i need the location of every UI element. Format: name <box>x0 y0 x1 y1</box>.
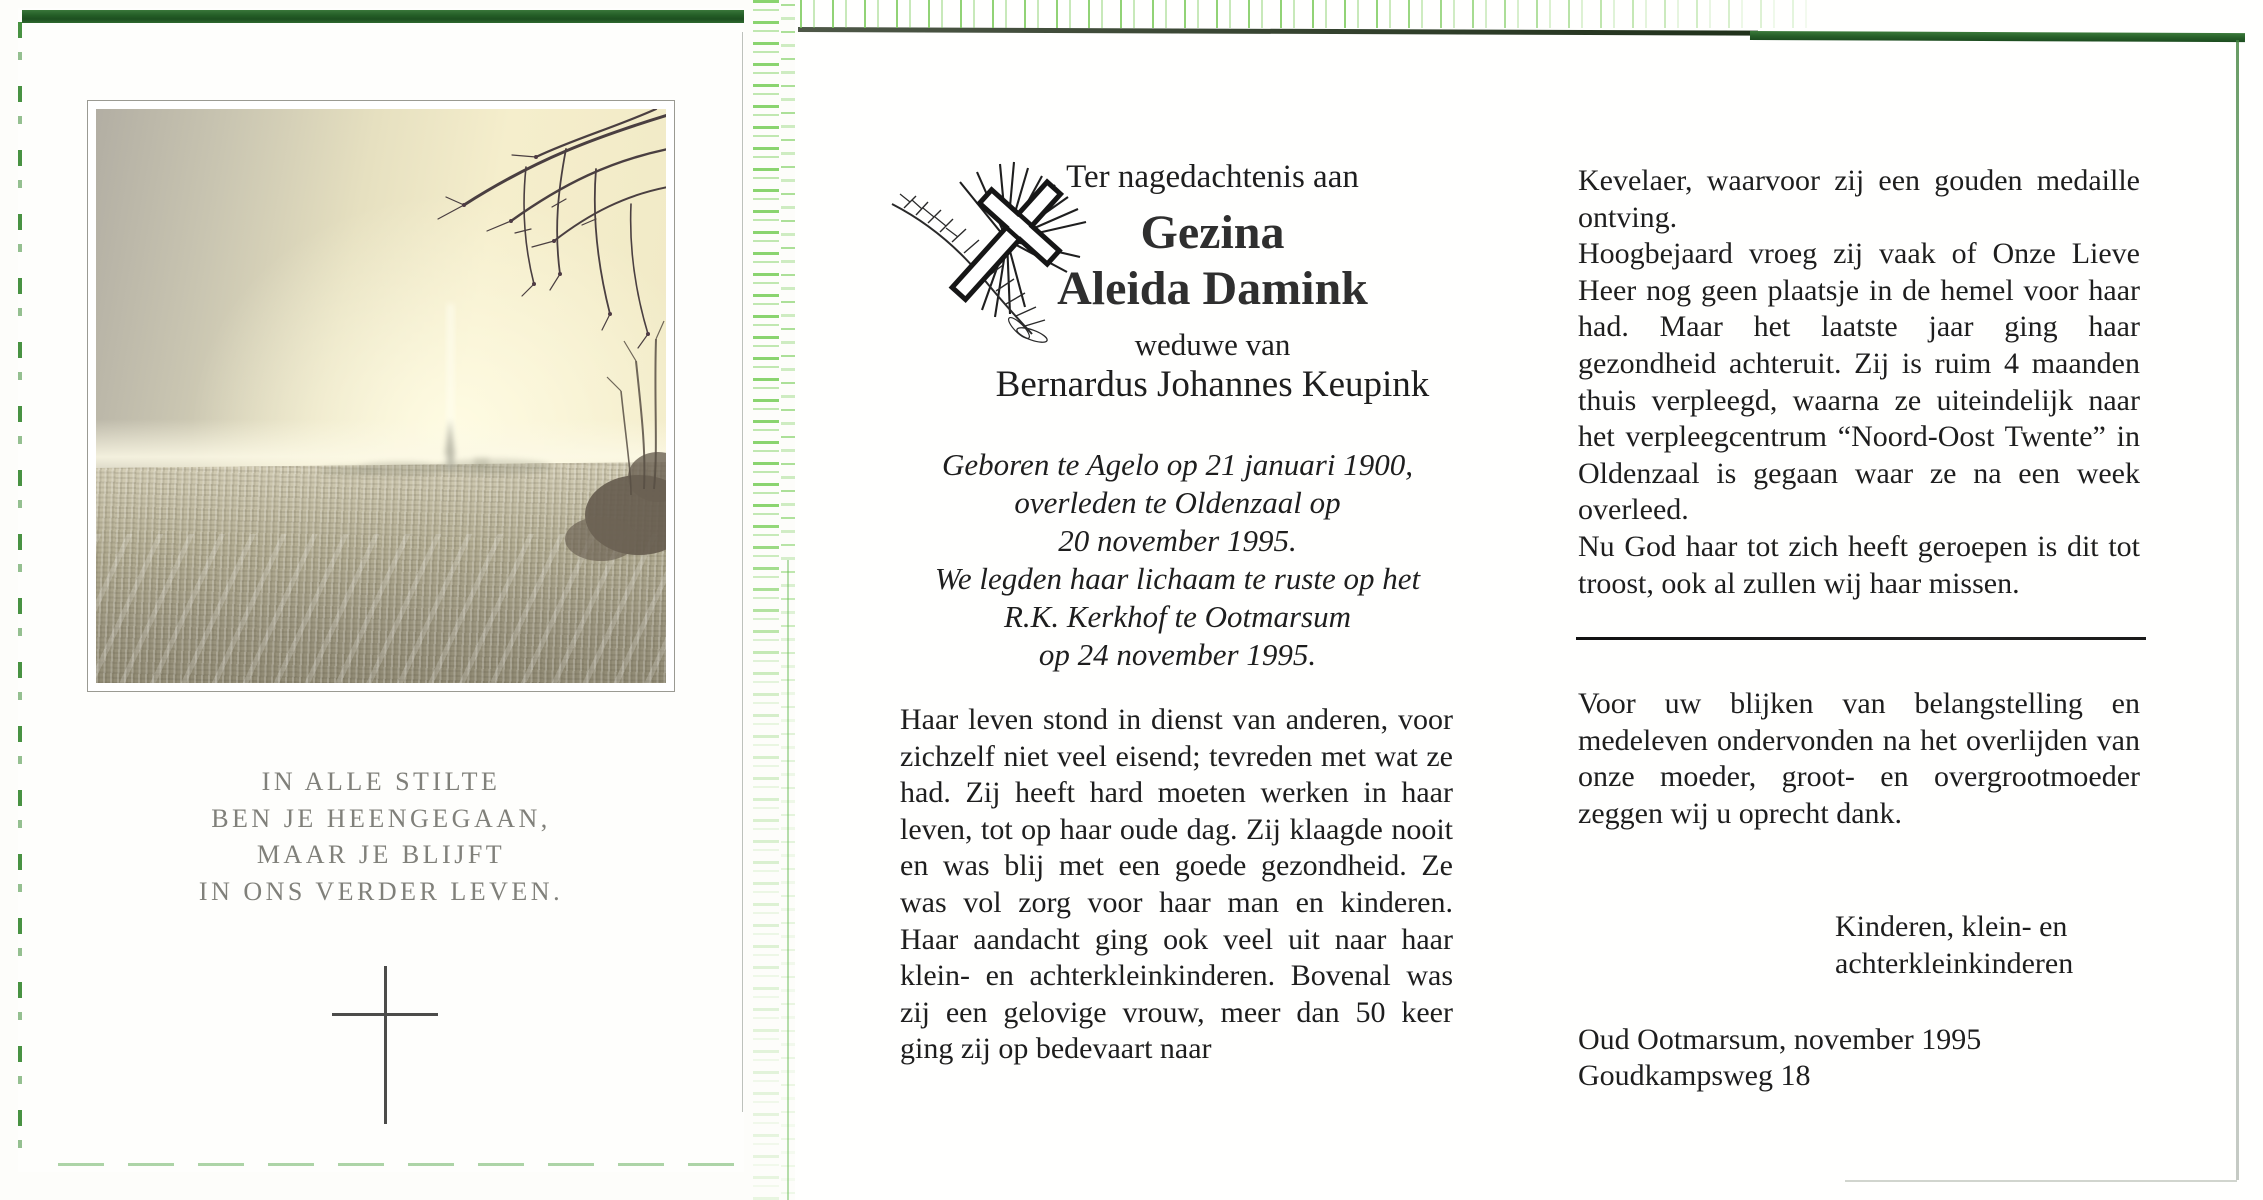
divider-rule <box>1576 637 2146 640</box>
landscape-photo-frame <box>87 100 675 692</box>
deceased-last-name: Aleida Damink <box>1057 262 1368 315</box>
front-quote <box>18 764 744 910</box>
village-silhouette <box>319 419 552 476</box>
quote-line: IN ALLE STILTE <box>261 767 501 796</box>
dates-line: 20 november 1995. <box>1058 523 1297 558</box>
paragraph: Kevelaer, waarvoor zij een gouden medaille ontving. <box>1578 164 2140 234</box>
spouse-name: Bernardus Johannes Keupink <box>995 364 1430 405</box>
in-memoriam-label: Ter nagedachtenis aan <box>1066 159 1359 195</box>
spread-bottom-edge <box>1845 1180 2237 1182</box>
paragraph: Hoogbejaard vroeg zij vaak of Onze Lieve Heer nog geen plaatsje in de hemel voor haar had. Maar het laatste jaar ging haar gezondheid achteruit. Zij is ruim 4 maanden thuis verpleegd, waarna ze uiteindelijk naar het verpleegcentrum “Noord-Oost Twente” in Oldenzaal is gegaan waar ze na een week overleed. <box>1578 237 2140 527</box>
relation-label: weduwe van <box>1134 327 1291 362</box>
birth-death-dates <box>900 446 1455 674</box>
quote-line: MAAR JE BLIJFT <box>256 840 506 869</box>
cross-mark <box>384 966 387 1124</box>
life-story-paragraph: Haar leven stond in dienst van anderen, voor zichzelf niet veel eisend; tevreden met wat ze had. Zij heeft hard moeten werken in haar leven, tot op haar oude dag. Zij klaagde nooit en was blij met een goede gezondheid. Ze was vol zorg voor haar man en kinderen. Haar aandacht ging ook veel uit naar haar klein- en achterkleinkinderen. Bovenal was zij een gelovige vrouw, meer dan 50 keer ging zij op bedevaart naar <box>900 703 1453 1066</box>
acknowledgement-paragraph: Voor uw blijken van belangstelling en medeleven ondervonden na het overlijden van onze moeder, groot- en overgrootmoeder zeggen wij u oprecht dank. <box>1578 687 2140 830</box>
in-memoriam-heading <box>935 158 1490 407</box>
deceased-first-name: Gezina <box>1140 206 1285 259</box>
card-left-green-edge <box>18 22 22 1168</box>
spread-top-edge <box>798 27 1758 36</box>
quote-line: BEN JE HEENGEGAAN, <box>211 803 551 833</box>
paragraph: Nu God haar tot zich heeft geroepen is dit tot troost, ook al zullen wij haar missen. <box>1578 529 2140 600</box>
address: Goudkampsweg 18 <box>1578 1059 1811 1092</box>
continuation-paragraphs <box>1578 163 2140 602</box>
card-top-green-edge <box>22 10 744 23</box>
front-page <box>18 8 744 1172</box>
scanner-noise-top <box>800 0 1820 28</box>
bush-silhouette <box>565 452 666 561</box>
scanner-noise-line <box>787 560 789 1200</box>
bare-branches <box>438 109 666 348</box>
card-fold-edge <box>742 32 743 1112</box>
spread-right-edge <box>2236 40 2239 1180</box>
winter-landscape-photo <box>96 109 666 683</box>
dates-line: Geboren te Agelo op 21 januari 1900, <box>942 447 1413 482</box>
dates-line: op 24 november 1995. <box>1038 637 1317 672</box>
place-date: Oud Ootmarsum, november 1995 <box>1578 1023 1982 1056</box>
signature-line: achterkleinkinderen <box>1835 947 2074 980</box>
signature-line: Kinderen, klein- en <box>1835 910 2068 943</box>
dates-line: overleden te Oldenzaal op <box>1014 485 1341 520</box>
inside-spread <box>795 0 2263 1200</box>
branch-buds <box>462 155 650 336</box>
quote-line: IN ONS VERDER LEVEN. <box>198 876 564 906</box>
photo-detail-overlay <box>96 109 666 683</box>
dates-line: We legden haar lichaam te ruste op het <box>934 561 1421 596</box>
dates-line: R.K. Kerkhof te Ootmarsum <box>1003 599 1351 634</box>
card-bottom-green-edge <box>58 1163 738 1166</box>
cross-mark-bar <box>332 1013 438 1016</box>
spread-top-green-edge <box>1750 31 2245 42</box>
signature <box>1835 908 2073 982</box>
